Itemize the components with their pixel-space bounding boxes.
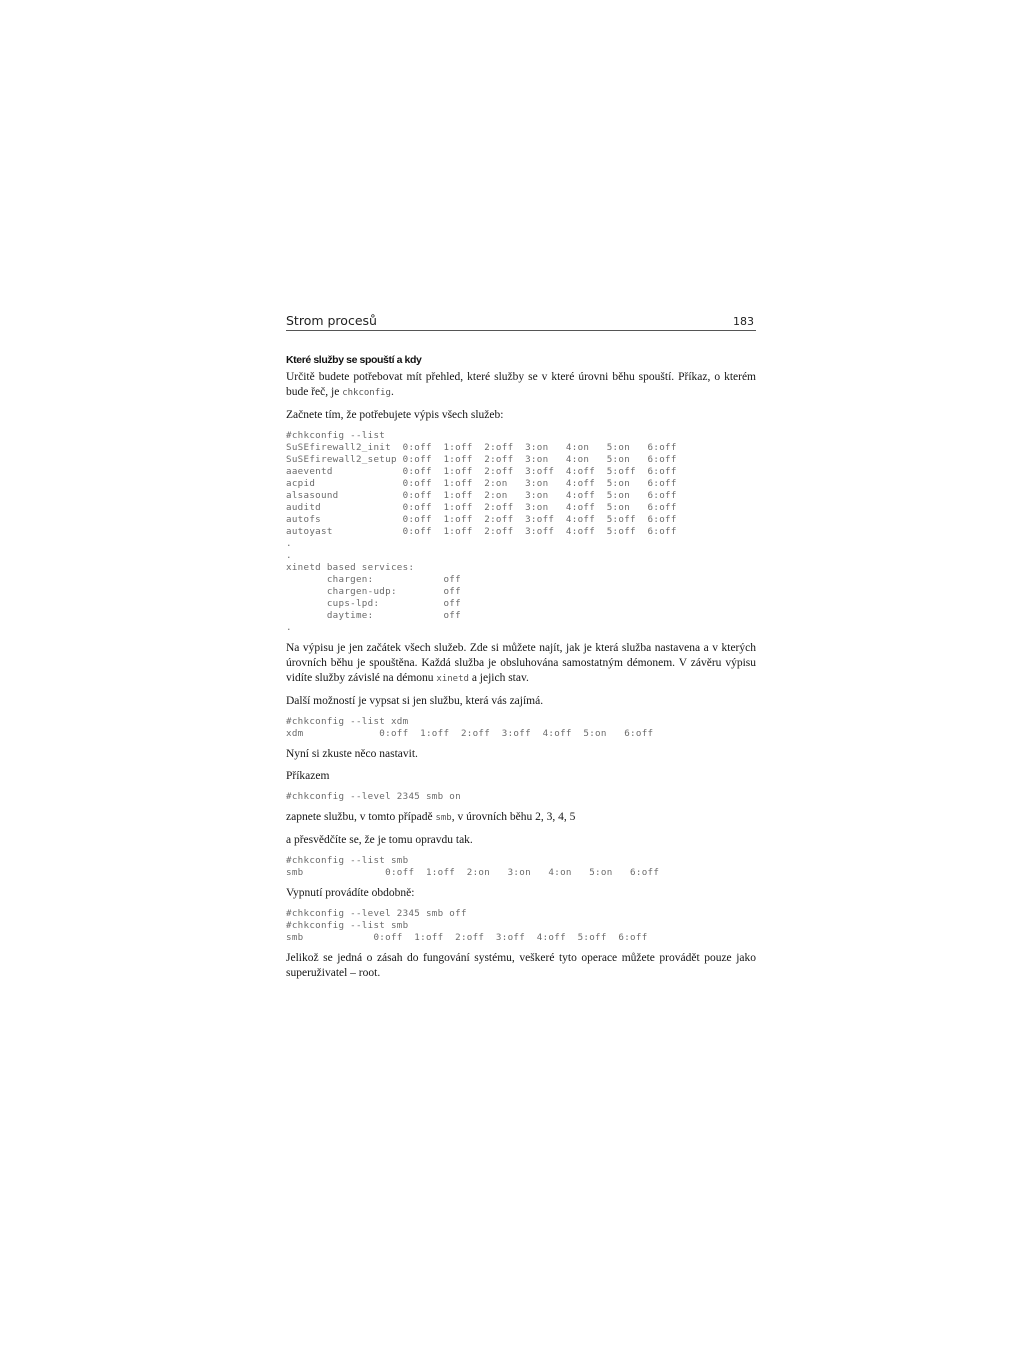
code-line: cups-lpd: off [286, 598, 461, 609]
code-line: autoyast 0:off 1:off 2:off 3:off 4:off 5:off 6:off [286, 526, 677, 537]
code-line: acpid 0:off 1:off 2:on 3:on 4:off 5:on 6:off [286, 478, 677, 489]
code-line: #chkconfig --level 2345 smb off [286, 908, 467, 919]
inline-code-chkconfig: chkconfig [342, 388, 391, 398]
inline-code-xinetd: xinetd [436, 674, 469, 684]
paragraph-command-label: Příkazem [286, 770, 330, 782]
paragraph-explanation [286, 641, 756, 687]
paragraph-enable-text: zapnete službu, v tomto případě [286, 811, 436, 823]
code-line: #chkconfig --list smb [286, 855, 409, 866]
code-line: smb 0:off 1:off 2:on 3:on 4:on 5:on 6:off [286, 867, 660, 878]
code-line: #chkconfig --list [286, 430, 386, 441]
code-line: . [286, 550, 292, 561]
code-line: xdm 0:off 1:off 2:off 3:off 4:off 5:on 6:off [286, 728, 654, 739]
paragraph-explanation-end: a jejich stav. [468, 672, 529, 684]
chapter-title: Strom procesů [286, 313, 377, 328]
code-line: aaeventd 0:off 1:off 2:off 3:off 4:off 5:off 6:off [286, 466, 677, 477]
code-block-list-all [286, 430, 756, 634]
paragraph-try-set: Nyní si zkuste něco nastavit. [286, 748, 418, 760]
code-line: #chkconfig --list xdm [286, 716, 409, 727]
code-line: alsasound 0:off 1:off 2:on 3:on 4:off 5:on 6:off [286, 490, 677, 501]
code-line: chargen: off [286, 574, 461, 585]
code-line: #chkconfig --list smb [286, 920, 409, 931]
code-line: . [286, 622, 292, 633]
inline-code-smb: smb [435, 813, 452, 823]
code-line: . [286, 538, 292, 549]
code-block-level-off [286, 908, 756, 944]
code-line: daytime: off [286, 610, 461, 621]
paragraph-explanation-text: Na výpisu je jen začátek všech služeb. Zde si můžete najít, jak je která služba nastavena a v kterých úrovních běhu je spouštěna. Každá služba je obsluhována samostatným démonem. V závěru výpisu vidíte služby závislé na démonu [286, 642, 756, 684]
paragraph-root-note: Jelikož se jedná o zásah do fungování systému, veškeré tyto operace můžete provádět pouze jako superuživatel – root. [286, 952, 756, 979]
paragraph-verify: a přesvědčíte se, že je tomu opravdu tak. [286, 834, 473, 846]
code-line: xinetd based services: [286, 562, 415, 573]
code-block-list-smb [286, 855, 756, 879]
code-block-list-xdm [286, 716, 756, 740]
paragraph-enable-service [286, 810, 756, 826]
page-number: 183 [733, 315, 754, 328]
page-content [286, 311, 756, 988]
code-line: auditd 0:off 1:off 2:off 3:on 4:off 5:on 6:off [286, 502, 677, 513]
code-line: smb 0:off 1:off 2:off 3:off 4:off 5:off 6:off [286, 932, 648, 943]
paragraph-disable: Vypnutí provádíte obdobně: [286, 887, 415, 899]
code-block-level-on [286, 791, 756, 803]
paragraph-enable-end: , v úrovních běhu 2, 3, 4, 5 [451, 811, 576, 823]
code-line: autofs 0:off 1:off 2:off 3:off 4:off 5:off 6:off [286, 514, 677, 525]
code-line: chargen-udp: off [286, 586, 461, 597]
code-line: #chkconfig --level 2345 smb on [286, 791, 461, 802]
code-line: SuSEfirewall2_setup 0:off 1:off 2:off 3:on 4:on 5:on 6:off [286, 454, 677, 465]
paragraph-single-service: Další možností je vypsat si jen službu, která vás zajímá. [286, 695, 544, 707]
paragraph-intro [286, 370, 756, 401]
section-heading: Které služby se spouští a kdy [286, 354, 422, 366]
code-line: SuSEfirewall2_init 0:off 1:off 2:off 3:on 4:on 5:on 6:off [286, 442, 677, 453]
paragraph-intro-end: . [390, 386, 394, 398]
running-head [286, 311, 756, 331]
paragraph-list-all: Začnete tím, že potřebujete výpis všech služeb: [286, 409, 504, 421]
paragraph-intro-text: Určitě budete potřebovat mít přehled, které služby se v které úrovni běhu spouští. Příkaz, o kterém bude řeč, je [286, 371, 756, 398]
